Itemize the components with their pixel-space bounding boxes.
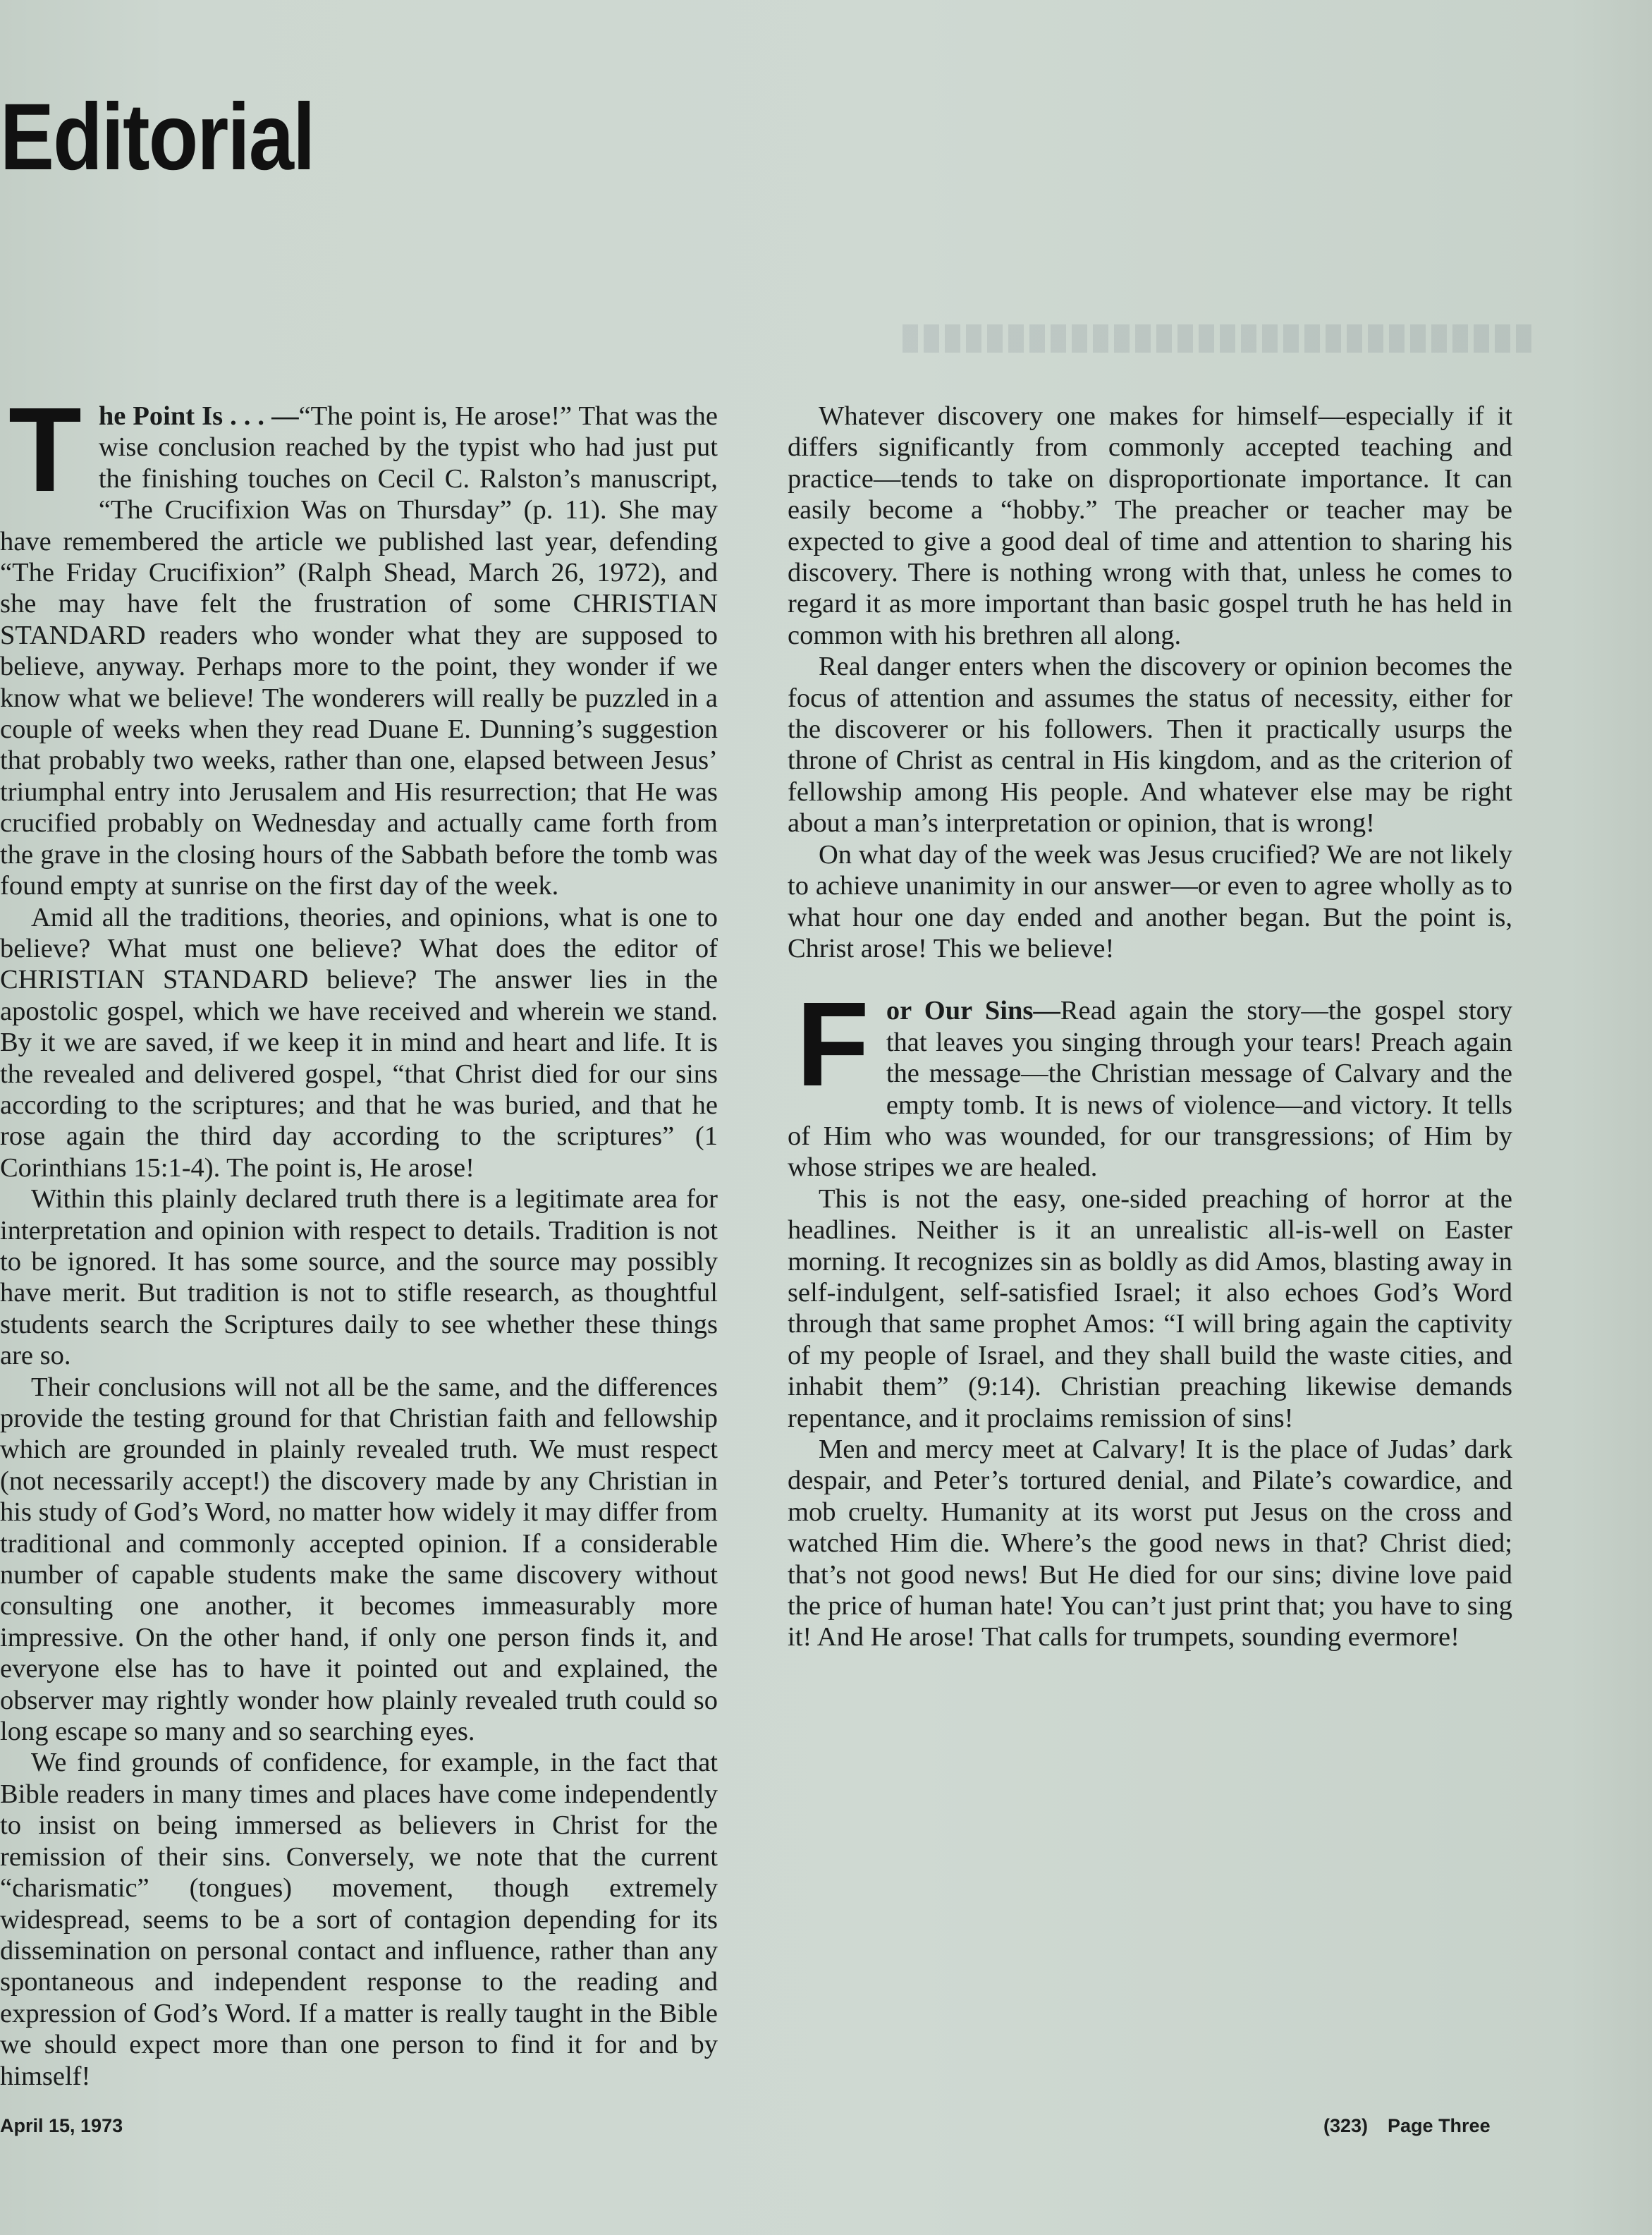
page-number bbox=[1323, 2115, 1491, 2137]
page-label: Page Three bbox=[1388, 2115, 1491, 2136]
article-paragraph: This is not the easy, one-sided preaching of horror at the headlines. Neither is it an unrealistic all-is-well on Easter morning. It recognizes sin as boldly as did Amos, blasting away in self-indulgent, self-satisfied Israel; it also echoes God’s Word through that same prophet Amos: “I will bring again the captivity of my people of Israel, and they shall build the waste cities, and inhabit them” (9:14). Christian preaching likewise demands repentance, and it proclaims remission of sins! bbox=[788, 1183, 1512, 1433]
page-title: Editorial bbox=[0, 85, 314, 190]
article-paragraph: Men and mercy meet at Calvary! It is the place of Judas’ dark despair, and Peter’s tortured denial, and Pilate’s cowardice, and mob cruelty. Humanity at its worst put Jesus on the cross and watched Him die. Where’s the good news in that? Christ died; that’s not good news! But He died for our sins; divine love paid the price of human hate! You can’t just print that; you have to sing it! And He arose! That calls for trumpets, sounding evermore! bbox=[788, 1435, 1512, 1652]
issue-date: April 15, 1973 bbox=[0, 2115, 123, 2136]
article-heading: he Point Is . . . — bbox=[98, 401, 299, 431]
show-through-print bbox=[663, 71, 1608, 310]
column-right bbox=[788, 401, 1512, 1653]
article-paragraph: Their conclusions will not all be the same, and the differences provide the testing ground for that Christian faith and fellowship which are grounded in plainly revealed truth. We must respect (not necessarily accept!) the discovery made by any Christian in his study of God’s Word, no matter how widely it may differ from traditional and commonly accepted opinion. If a considerable number of capable students make the same discovery without consulting one another, it becomes immeasurably more impressive. On the other hand, if only one person finds it, and everyone else has to have it pointed out and explained, the observer may rightly wonder how plainly revealed truth could so long escape so many and so searching eyes. bbox=[0, 1372, 718, 1747]
show-through-print-subline bbox=[903, 324, 1537, 353]
article-heading: or Our Sins— bbox=[886, 996, 1060, 1026]
page-code: (323) bbox=[1323, 2115, 1369, 2136]
article-paragraph: On what day of the week was Jesus crucified? We are not likely to achieve unanimity in our answer—or even to agree wholly as to what hour one day ended and another began. But the point is, Christ arose! This we believe! bbox=[788, 839, 1512, 963]
article-paragraph: Real danger enters when the discovery or opinion becomes the focus of attention and assumes the status of necessity, either for the discoverer or his followers. Then it practically usurps the throne of Christ as central in His kingdom, and as the criterion of fellowship among His people. And whatever else may be right about a man’s interpretation or opinion, that is wrong! bbox=[788, 652, 1512, 839]
article-paragraph: For Our Sins—Read again the story—the gospel story that leaves you singing through your tears! Preach again the message—the Christian message of Calvary and the empty tomb. It is news of violence—and victory. It tells of Him who was wounded, for our transgressions; of Him by whose stripes we are healed. bbox=[788, 978, 1512, 1183]
section-divider bbox=[788, 964, 1512, 995]
column-left bbox=[0, 383, 718, 2092]
article-paragraph: Whatever discovery one makes for himself—especially if it differs significantly from commonly accepted teaching and practice—tends to take on disproportionate importance. It can easily become a “hobby.” The preacher or teacher may be expected to give a good deal of time and attention to sharing his discovery. There is nothing wrong with that, unless he comes to regard it as more important than basic gospel truth he has held in common with his brethren all along. bbox=[788, 401, 1512, 650]
drop-cap: T bbox=[8, 383, 82, 517]
article-paragraph: We find grounds of confidence, for example, in the fact that Bible readers in many times and places have come independently to insist on being immersed as believers in Christ for the remission of their sins. Conversely, we note that the current “charismatic” (tongues) movement, though extremely widespread, seems to be a sort of contagion depending for its dissemination on personal contact and influence, rather than any spontaneous and independent response to the reading and expression of God’s Word. If a matter is really taught in the Bible we should expect more than one person to find it for and by himself! bbox=[0, 1748, 718, 2091]
article-paragraph: The Point Is . . . —“The point is, He arose!” That was the wise conclusion reached by the typist who had just put the finishing touches on Cecil C. Ralston’s manuscript, “The Crucifixion Was on Thursday” (p. 11). She may have remembered the article we published last year, defending “The Friday Crucifixion” (Ralph Shead, March 26, 1972), and she may have felt the frustration of some CHRISTIAN STANDARD readers who wonder what they are supposed to believe, anyway. Perhaps more to the point, they wonder if we know what we believe! The wonderers will really be puzzled in a couple of weeks when they read Duane E. Dunning’s suggestion that probably two weeks, rather than one, elapsed between Jesus’ triumphal entry into Jerusalem and His resurrection; that He was crucified probably on Wednesday and actually came forth from the grave in the closing hours of the Sabbath before the tomb was found empty at sunrise on the first day of the week. bbox=[0, 383, 718, 901]
article-paragraph: Within this plainly declared truth there is a legitimate area for interpretation and opinion with respect to details. Tradition is not to be ignored. It has some source, and the source may possibly have merit. But tradition is not to stifle research, as thoughtful students search the Scriptures daily to see whether these things are so. bbox=[0, 1184, 718, 1371]
drop-cap: F bbox=[796, 978, 869, 1112]
article-paragraph: Amid all the traditions, theories, and opinions, what is one to believe? What must one believe? What does the editor of CHRISTIAN STANDARD believe? The answer lies in the apostolic gospel, which we have received and wherein we stand. By it we are saved, if we keep it in mind and heart and life. It is the revealed and delivered gospel, “that Christ died for our sins according to the scriptures; and that he was buried, and that he rose again the third day according to the scriptures” (1 Corinthians 15:1-4). The point is, He arose! bbox=[0, 902, 718, 1183]
